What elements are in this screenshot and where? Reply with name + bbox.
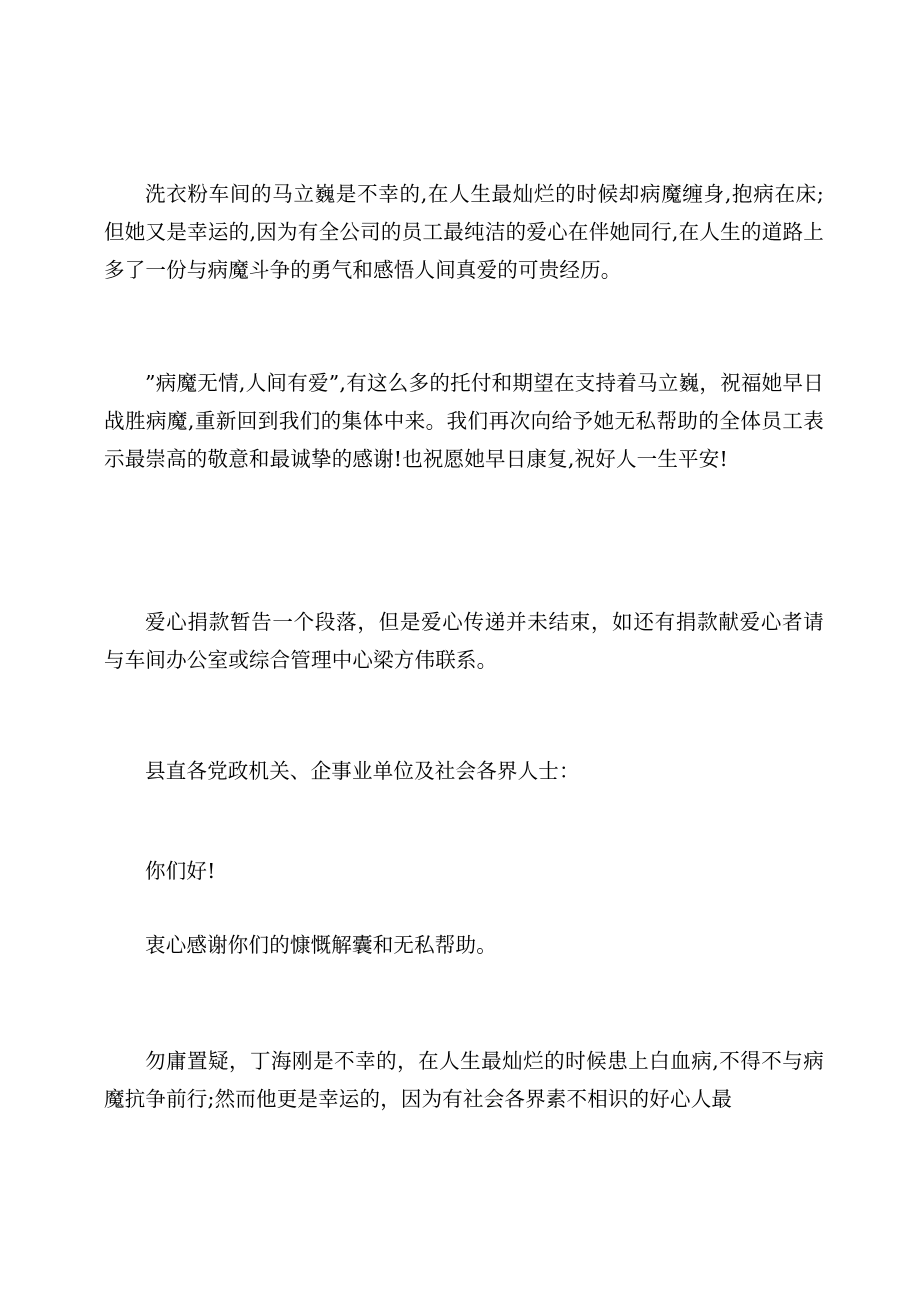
paragraph-3: 爱心捐款暂告一个段落，但是爱心传递并未结束，如还有捐款献爱心者请与车间办公室或综合管理中心梁方伟联系。: [104, 610, 824, 672]
paragraph-2: ”病魔无情,人间有爱”,有这么多的托付和期望在支持着马立巍，祝福她早日战胜病魔,重新回到我们的集体中来。我们再次向给予她无私帮助的全体员工表示最崇高的敬意和最诚挚的感谢!也祝愿她早日康复,祝好人一生平安!: [104, 371, 824, 471]
salutation-line: 县直各党政机关、企事业单位及社会各界人士：: [145, 759, 580, 783]
paragraph-1: 洗衣粉车间的马立巍是不幸的,在人生最灿烂的时候却病魔缠身,抱病在床;但她又是幸运的,因为有全公司的员工最纯洁的爱心在伴她同行,在人生的道路上多了一份与病魔斗争的勇气和感悟人间真爱的可贵经历。: [104, 182, 824, 282]
paragraph-7: 勿庸置疑，丁海刚是不幸的，在人生最灿烂的时候患上白血病,不得不与病魔抗争前行;然而他更是幸运的，因为有社会各界素不相识的好心人最: [104, 1049, 824, 1111]
greeting-line: 你们好!: [145, 859, 216, 883]
thanks-line: 衷心感谢你们的慷慨解囊和无私帮助。: [145, 933, 497, 957]
